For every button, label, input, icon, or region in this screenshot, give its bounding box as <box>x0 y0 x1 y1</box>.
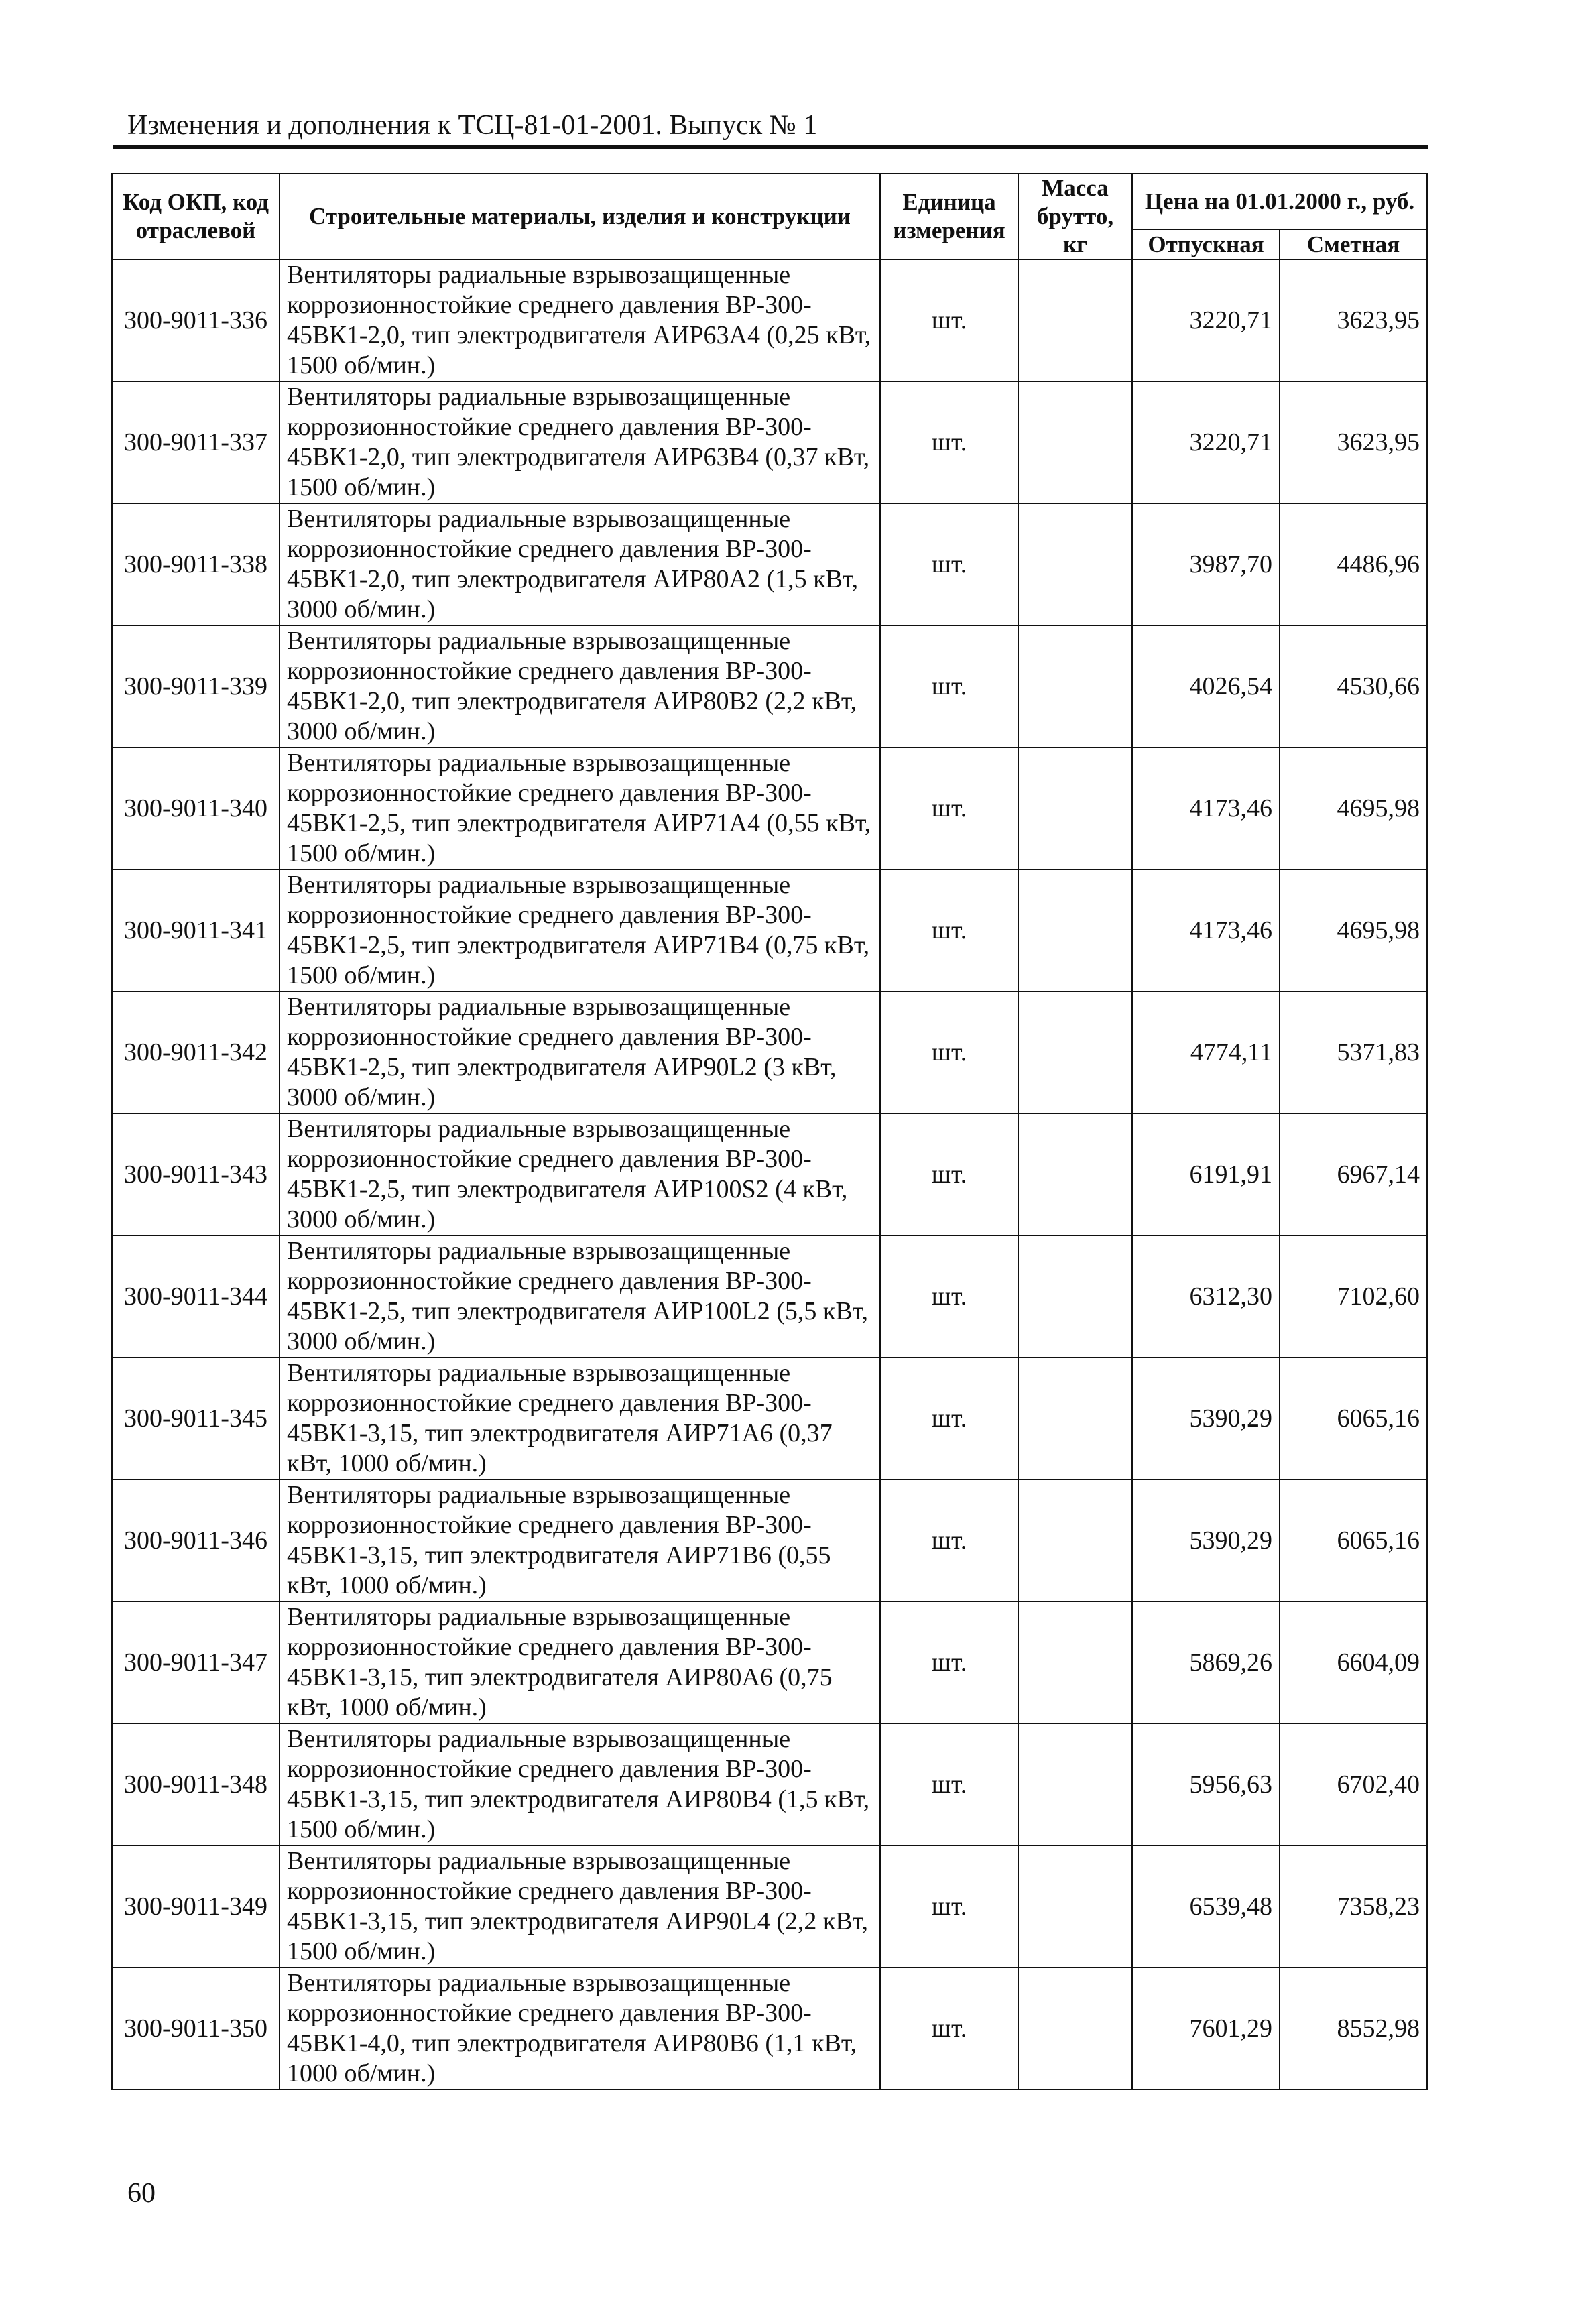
row-code: 300-9011-350 <box>112 1967 280 2089</box>
row-code: 300-9011-344 <box>112 1235 280 1357</box>
row-code: 300-9011-338 <box>112 503 280 625</box>
row-mass <box>1018 1845 1132 1967</box>
row-name: Вентиляторы радиальные взрывозащищенные коррозионностойкие среднего давления ВР-300-45ВК1-2,0, тип электродвигателя АИР63В4 (0,37 кВт, 1500 об/мин.) <box>280 381 880 503</box>
row-code: 300-9011-349 <box>112 1845 280 1967</box>
table-row <box>112 259 1427 381</box>
row-price-estimate: 6604,09 <box>1280 1601 1427 1723</box>
row-mass <box>1018 625 1132 747</box>
row-price-estimate: 6065,16 <box>1280 1357 1427 1479</box>
row-unit: шт. <box>880 503 1018 625</box>
row-mass <box>1018 381 1132 503</box>
row-mass <box>1018 1479 1132 1601</box>
row-price-release: 5956,63 <box>1132 1723 1280 1845</box>
row-price-release: 3220,71 <box>1132 259 1280 381</box>
row-code: 300-9011-341 <box>112 869 280 991</box>
row-price-release: 6539,48 <box>1132 1845 1280 1967</box>
row-code: 300-9011-339 <box>112 625 280 747</box>
row-code: 300-9011-345 <box>112 1357 280 1479</box>
row-unit: шт. <box>880 1235 1018 1357</box>
row-name: Вентиляторы радиальные взрывозащищенные коррозионностойкие среднего давления ВР-300-45ВК1-2,0, тип электродвигателя АИР63А4 (0,25 кВт, 1500 об/мин.) <box>280 259 880 381</box>
header-price-group: Цена на 01.01.2000 г., руб. <box>1132 174 1427 229</box>
row-unit: шт. <box>880 1357 1018 1479</box>
row-price-estimate: 6702,40 <box>1280 1723 1427 1845</box>
row-price-release: 5390,29 <box>1132 1357 1280 1479</box>
row-price-estimate: 6967,14 <box>1280 1113 1427 1235</box>
row-unit: шт. <box>880 991 1018 1113</box>
row-name: Вентиляторы радиальные взрывозащищенные коррозионностойкие среднего давления ВР-300-45ВК1-2,5, тип электродвигателя АИР71В4 (0,75 кВт, 1500 об/мин.) <box>280 869 880 991</box>
table-row <box>112 1479 1427 1601</box>
row-code: 300-9011-343 <box>112 1113 280 1235</box>
page-number: 60 <box>127 2178 156 2209</box>
row-name: Вентиляторы радиальные взрывозащищенные коррозионностойкие среднего давления ВР-300-45ВК1-3,15, тип электродвигателя АИР71В6 (0,55 кВт, 1000 об/мин.) <box>280 1479 880 1601</box>
row-price-estimate: 7102,60 <box>1280 1235 1427 1357</box>
row-name: Вентиляторы радиальные взрывозащищенные коррозионностойкие среднего давления ВР-300-45ВК1-3,15, тип электродвигателя АИР90L4 (2,2 кВт, 1500 об/мин.) <box>280 1845 880 1967</box>
row-unit: шт. <box>880 1479 1018 1601</box>
row-name: Вентиляторы радиальные взрывозащищенные коррозионностойкие среднего давления ВР-300-45ВК1-2,0, тип электродвигателя АИР80А2 (1,5 кВт, 3000 об/мин.) <box>280 503 880 625</box>
table-row <box>112 869 1427 991</box>
row-name: Вентиляторы радиальные взрывозащищенные коррозионностойкие среднего давления ВР-300-45ВК1-2,5, тип электродвигателя АИР90L2 (3 кВт, 3000 об/мин.) <box>280 991 880 1113</box>
table-row <box>112 1601 1427 1723</box>
row-mass <box>1018 747 1132 869</box>
row-unit: шт. <box>880 1967 1018 2089</box>
price-table <box>111 173 1428 2090</box>
row-unit: шт. <box>880 1601 1018 1723</box>
table-row <box>112 1113 1427 1235</box>
header-code: Код ОКП, код отраслевой <box>112 174 280 259</box>
row-name: Вентиляторы радиальные взрывозащищенные коррозионностойкие среднего давления ВР-300-45ВК1-2,0, тип электродвигателя АИР80В2 (2,2 кВт, 3000 об/мин.) <box>280 625 880 747</box>
row-name: Вентиляторы радиальные взрывозащищенные коррозионностойкие среднего давления ВР-300-45ВК1-3,15, тип электродвигателя АИР80В4 (1,5 кВт, 1500 об/мин.) <box>280 1723 880 1845</box>
row-mass <box>1018 259 1132 381</box>
row-price-estimate: 4486,96 <box>1280 503 1427 625</box>
row-code: 300-9011-337 <box>112 381 280 503</box>
row-unit: шт. <box>880 625 1018 747</box>
row-mass <box>1018 1601 1132 1723</box>
table-row <box>112 1723 1427 1845</box>
row-code: 300-9011-348 <box>112 1723 280 1845</box>
table-row <box>112 381 1427 503</box>
row-mass <box>1018 1235 1132 1357</box>
header-name: Строительные материалы, изделия и конструкции <box>280 174 880 259</box>
table-row <box>112 747 1427 869</box>
table-row <box>112 1967 1427 2089</box>
header-rule <box>113 145 1428 149</box>
row-code: 300-9011-347 <box>112 1601 280 1723</box>
row-unit: шт. <box>880 747 1018 869</box>
row-unit: шт. <box>880 1113 1018 1235</box>
table-row <box>112 1357 1427 1479</box>
table-body <box>112 259 1427 2089</box>
table-row <box>112 1845 1427 1967</box>
table-row <box>112 1235 1427 1357</box>
header-unit: Единица измерения <box>880 174 1018 259</box>
row-price-release: 5869,26 <box>1132 1601 1280 1723</box>
row-unit: шт. <box>880 869 1018 991</box>
row-mass <box>1018 869 1132 991</box>
row-name: Вентиляторы радиальные взрывозащищенные коррозионностойкие среднего давления ВР-300-45ВК1-2,5, тип электродвигателя АИР100S2 (4 кВт, 3000 об/мин.) <box>280 1113 880 1235</box>
row-unit: шт. <box>880 1723 1018 1845</box>
row-name: Вентиляторы радиальные взрывозащищенные коррозионностойкие среднего давления ВР-300-45ВК1-2,5, тип электродвигателя АИР100L2 (5,5 кВт, 3000 об/мин.) <box>280 1235 880 1357</box>
row-price-estimate: 8552,98 <box>1280 1967 1427 2089</box>
row-price-estimate: 4530,66 <box>1280 625 1427 747</box>
row-mass <box>1018 1357 1132 1479</box>
row-price-release: 4173,46 <box>1132 869 1280 991</box>
row-mass <box>1018 1113 1132 1235</box>
header-mass: Масса брутто, кг <box>1018 174 1132 259</box>
row-mass <box>1018 1967 1132 2089</box>
header-price-estimate: Сметная <box>1280 229 1427 259</box>
row-price-estimate: 5371,83 <box>1280 991 1427 1113</box>
row-unit: шт. <box>880 381 1018 503</box>
row-price-estimate: 7358,23 <box>1280 1845 1427 1967</box>
row-name: Вентиляторы радиальные взрывозащищенные коррозионностойкие среднего давления ВР-300-45ВК1-2,5, тип электродвигателя АИР71А4 (0,55 кВт, 1500 об/мин.) <box>280 747 880 869</box>
row-price-estimate: 4695,98 <box>1280 869 1427 991</box>
row-price-estimate: 6065,16 <box>1280 1479 1427 1601</box>
row-name: Вентиляторы радиальные взрывозащищенные коррозионностойкие среднего давления ВР-300-45ВК1-3,15, тип электродвигателя АИР71А6 (0,37 кВт, 1000 об/мин.) <box>280 1357 880 1479</box>
table-row <box>112 625 1427 747</box>
row-price-estimate: 3623,95 <box>1280 259 1427 381</box>
row-price-release: 4026,54 <box>1132 625 1280 747</box>
row-code: 300-9011-342 <box>112 991 280 1113</box>
row-price-release: 3220,71 <box>1132 381 1280 503</box>
table-row <box>112 503 1427 625</box>
row-name: Вентиляторы радиальные взрывозащищенные коррозионностойкие среднего давления ВР-300-45ВК1-3,15, тип электродвигателя АИР80А6 (0,75 кВт, 1000 об/мин.) <box>280 1601 880 1723</box>
page-header: Изменения и дополнения к ТСЦ-81-01-2001. Выпуск № 1 <box>127 110 818 141</box>
row-code: 300-9011-340 <box>112 747 280 869</box>
row-code: 300-9011-336 <box>112 259 280 381</box>
row-price-estimate: 3623,95 <box>1280 381 1427 503</box>
row-unit: шт. <box>880 1845 1018 1967</box>
row-price-release: 4774,11 <box>1132 991 1280 1113</box>
row-name: Вентиляторы радиальные взрывозащищенные коррозионностойкие среднего давления ВР-300-45ВК1-4,0, тип электродвигателя АИР80В6 (1,1 кВт, 1000 об/мин.) <box>280 1967 880 2089</box>
row-price-estimate: 4695,98 <box>1280 747 1427 869</box>
row-mass <box>1018 503 1132 625</box>
row-price-release: 3987,70 <box>1132 503 1280 625</box>
row-mass <box>1018 991 1132 1113</box>
table-row <box>112 991 1427 1113</box>
row-price-release: 4173,46 <box>1132 747 1280 869</box>
row-mass <box>1018 1723 1132 1845</box>
header-price-release: Отпускная <box>1132 229 1280 259</box>
row-code: 300-9011-346 <box>112 1479 280 1601</box>
row-price-release: 6312,30 <box>1132 1235 1280 1357</box>
row-price-release: 6191,91 <box>1132 1113 1280 1235</box>
row-unit: шт. <box>880 259 1018 381</box>
row-price-release: 7601,29 <box>1132 1967 1280 2089</box>
row-price-release: 5390,29 <box>1132 1479 1280 1601</box>
